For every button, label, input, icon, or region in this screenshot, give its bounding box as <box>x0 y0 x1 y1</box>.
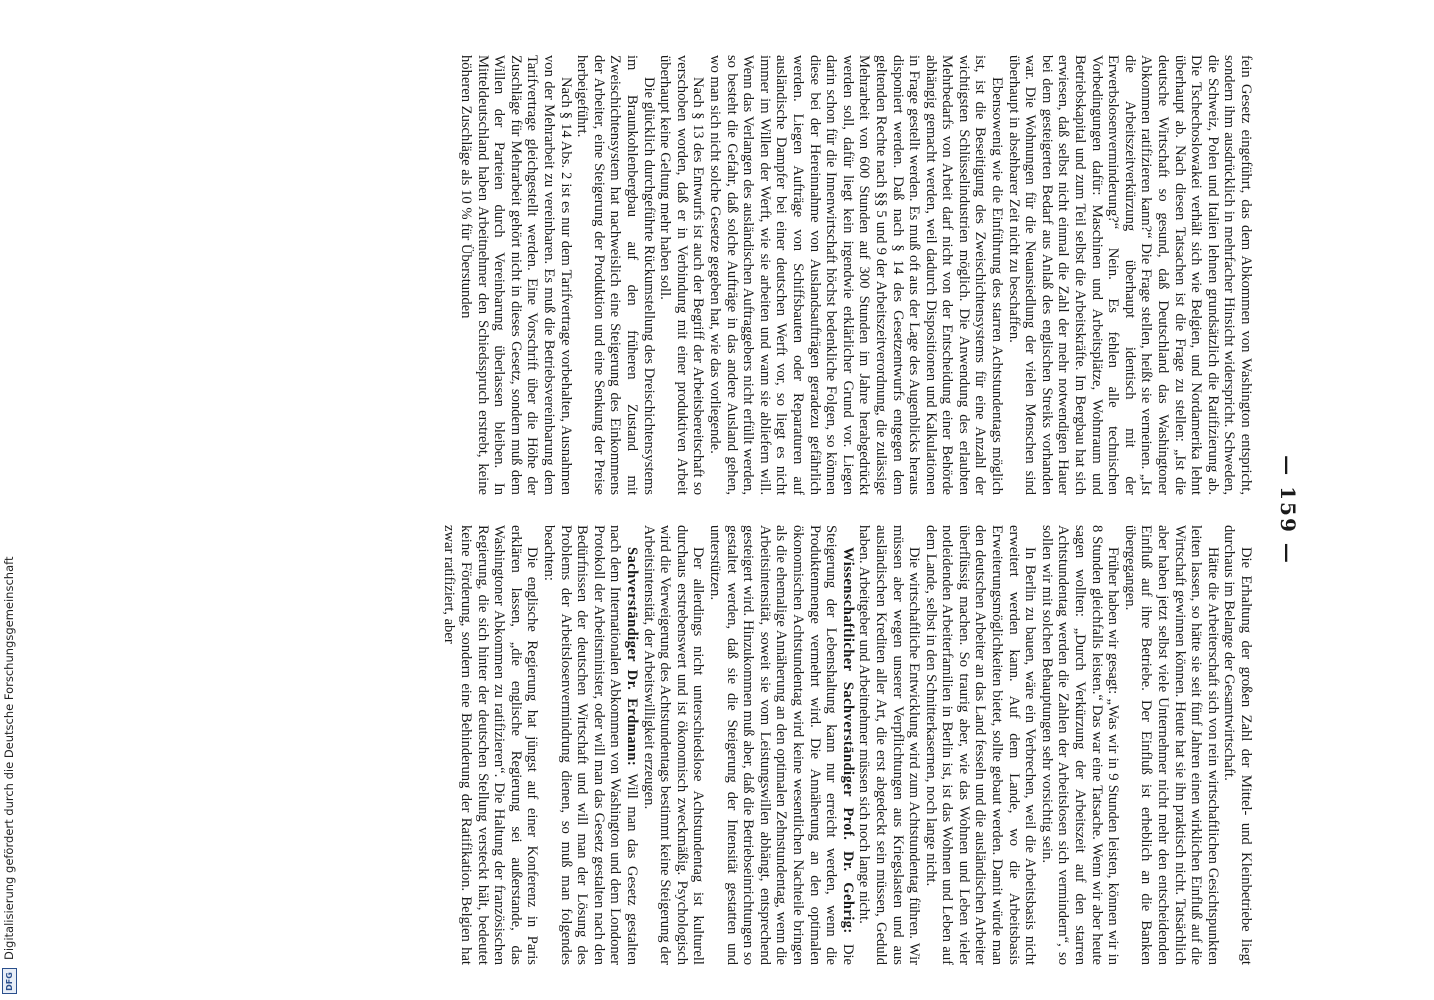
paragraph <box>540 525 640 965</box>
paragraph: Hätte die Arbeiterschaft sich von rein wirtschaftlichen Gesichtspunkten leiten lassen, so hätte sie seit fünf Jahren einen wirklichen Einfluß auf die Wirtschaft gewinnen können. Heute hat sie ihn praktisch nicht. Tatsächlich aber haben jetzt selbst viele Unternehmer nicht mehr den entscheidenden Einfluß auf ihre Betriebe. Der Einfluß ist erheblich an die Banken übergegangen. <box>1121 525 1221 965</box>
paragraph-text: Will man das Gesetz gestalten nach dem Internationalen Abkommen von Washington und dem Londoner Protokoll der Arbeitsminister, oder will man das Gesetz gestalten nach den Bedürfnissen der deutschen Wirtschaft und will man der Lösung des Problems der Arbeitslosenvermindrung dienen, so muß man folgendes beachten: <box>541 525 641 965</box>
paragraph: Nach § 13 des Entwurfs ist auch der Begriff der Arbeitsbereitschaft so verschoben worden, daß er in Verbindung mit einer produktiven Arbeit überhaupt keine Geltung mehr haben soll. <box>657 55 707 495</box>
dfg-logo-text: DFG <box>5 971 15 991</box>
rotated-document-page <box>130 55 1300 965</box>
paragraph-text: Die Steigerung der Lebenshaltung kann nur erreicht werden, wenn die Produktenmenge vermehrt wird. Die Annäherung an den optimalen ökonomischen Achtstundentag wird keine wesentlichen Nachteile bringen als die ehemalige Annäherung an den optimalen Zehnstundentag, wenn die Arbeitsintensität, soweit sie vom Leistungswillen abhängt, entsprechend gesteigert wird. Hinzukommen muß aber, daß die Betriebseinrichtungen so gestaltet werden, daß sie die Steigerung der Intensität gestatten und unterstützen. <box>707 525 856 965</box>
paragraph <box>706 525 855 965</box>
paragraph: Die Erhaltung der großen Zahl der Mittel- und Kleinbetriebe liegt durchaus im Belange der Gesamtwirtschaft. <box>1221 525 1254 965</box>
speaker-label: Sachverständiger Dr. Erdmann: <box>624 547 641 767</box>
paragraph: Ebensowenig wie die Einführung des starren Achtstundentags möglich ist, ist die Beseitigung des Zweischichtensystems für eine Anzahl der wichtigsten Schlüsselindustrien möglich. Die Anwendung des erlaubten Mehrbedarfs von Arbeit darf nicht von der Entscheidung einer Behörde abhängig gemacht werden, weil dadurch Dispositionen und Kalkulationen in Frage gestellt werden. Es muß oft aus der Lage des Augenblicks heraus disponiert werden. Daß nach § 14 des Gesetzentwurfs entgegen dem geltenden Rechte nach §§ 5 und 9 der Arbeitszeitverordnung, die zulässige Mehrarbeit von 600 Stunden auf 300 Stunden im Jahre herabgedrückt werden soll, dafür liegt kein irgendwie erklärlicher Grund vor. Liegen darin schon für die Innenwirtschaft höchst bedenkliche Folgen, so können diese bei der Hereinnahme von Auslandsaufträgen geradezu gefährlich werden. Liegen Aufträge von Schiffsbauten oder Reparaturen auf ausländische Dampfer bei einer deutschen Werft vor, so liegt es nicht immer im Willen der Werft, wie sie arbeiten und wann sie abliefern will. Wenn das Verlangen des ausländischen Auftraggebers nicht erfüllt werden, so besteht die Gefahr, daß solche Aufträge in das andere Ausland gehen, wo man sich nicht solche Gesetze gegeben hat, wie das vorliegende. <box>707 55 1006 495</box>
paragraph: In Berlin zu bauen, wäre ein Verbrechen, weil die Arbeitsbasis nicht erweitert werden kann. Auf dem Lande, wo die Arbeitsbasis Erweiterungsmöglichkeiten bietet, sollte gebaut werden. Damit würde man den deutschen Arbeiter an das Land fesseln und die ausländischen Arbeiter überflüssig machen. So traurig aber, wie das Wohnen und Leben vieler notleidenden Arbeiterfamilien in Berlin ist, ist das Wohnen und Leben auf dem Lande, selbst in den Schnitterkasernen, noch lange nicht. <box>922 525 1039 965</box>
text-column-left <box>134 55 1254 495</box>
paragraph: fein Gesetz eingeführt, das dem Abkommen von Washington entspricht, sondern ihm ausdrücklich in mehrfacher Hinsicht widerspricht. Schweden, die Schweiz, Polen und Italien lehnen grundsätzlich die Ratifizierung ab. Die Tschechoslowakei verhält sich wie Belgien, und Nordamerika lehnt überhaupt ab. Nach diesen Tatsachen ist die Frage zu stellen: „Ist die deutsche Wirtschaft so gesund, daß Deutschland das Washingtoner Abkommen ratifizieren kann?“ Die Frage stellen, heißt sie verneinen. „Ist die Arbeitszeitverkürzung überhaupt identisch mit der Erwerbslosenverminderung?“ Nein. Es fehlen alle technischen Vorbedingungen dafür: Maschinen und Arbeitsplätze, Wohnraum und Betriebskapital und zum Teil selbst die Arbeitskräfte. Im Bergbau hat sich erwiesen, daß selbst nicht einmal die Zahl der mehr notwendigen Hauer bei dem gesteigerten Bedarf aus Anlaß des englischen Streiks vorhanden war. Die Wohnungen für die Neuansiedlung der vielen Menschen sind überhaupt in absehbarer Zeit nicht zu beschaffen. <box>1005 55 1254 495</box>
paragraph: Die englische Regierung hat jüngst auf einer Konferenz in Paris erklären lassen, „die englische Regierung sei außerstande, das Washingtoner Abkommen zu ratifizieren“. Die Haltung der französischen Regierung, die sich hinter der deutschen Stellung versteckt hält, bedeutet keine Förderung, sondern eine Behinderung der Ratifikation. Belgien hat zwar ratifiziert, aber <box>441 525 541 965</box>
page-number: — 159 — <box>1276 455 1300 565</box>
paragraph: Der allerdings nicht unterschiedslose Achtstundentag ist kulturell durchaus erstrebenswert und ist ökonomisch zweckmäßig. Psychologisch wird die Verweigerung des Achtstundentags bestimmt keine Steigerung der Arbeitsintensität, der Arbeitswilligkeit erzeugen. <box>640 525 707 965</box>
digitization-credit <box>0 0 22 1000</box>
paragraph: Früher haben wir gesagt: „Was wir in 9 Stunden leisten, können wir in 8 Stunden gleichfalls leisten.“ Das war eine Tatsache. Wenn wir aber heute sagen wollten: „Durch Verkürzung der Arbeitszeit auf den starren Achtstundentag werden die Zahlen der Arbeitslosen sich vermindern“, so sollen wir mit solchen Behauptungen sehr vorsichtig sein. <box>1038 525 1122 965</box>
credit-text: Digitalisierung gefördert durch die Deutsche Forschungsgemeinschaft <box>2 556 16 960</box>
paragraph: Nach § 14 Abs. 2 ist es nur dem Tarifvertrage vorbehalten, Ausnahmen von der Mehrarbeit zu vereinbaren. Es muß die Betriebsvereinbarung dem Tarifvertrage gleichgestellt werden. Eine Vorschrift über die Höhe der Zuschläge für Mehrarbeit gehört nicht in dieses Gesetz, sondern muß dem Willen der Parteien durch Vereinbarung überlassen bleiben. In Mitteldeutschland haben Arbeitnehmer den Schiedsspruch erstrebt, keine höheren Zuschläge als 10 % für Überstunden <box>458 55 574 495</box>
paragraph: Die glücklich durchgeführte Rückumstellung des Dreischichtensystems im Braunkohlenbergbau auf den früheren Zustand mit Zweischichtensystem hat nachweislich eine Steigerung des Einkommens der Arbeiter, eine Steigerung der Produktion und eine Senkung der Preise herbeigeführt. <box>574 55 657 495</box>
speaker-label: Wissenschaftlicher Sachverständiger Prof. Dr. Gehrig: <box>839 547 856 934</box>
paragraph: Die wirtschaftliche Entwicklung wird zum Achtstundentag führen. Wir müssen aber wegen unserer Verpflichtungen aus Kriegslasten und aus ausländischen Krediten aller Art, die erst abgedeckt sein müssen, Geduld haben. Arbeitgeber und Arbeitnehmer müssen sich noch lange nicht. <box>856 525 923 965</box>
text-column-right <box>134 525 1254 965</box>
dfg-logo-icon <box>2 968 17 994</box>
